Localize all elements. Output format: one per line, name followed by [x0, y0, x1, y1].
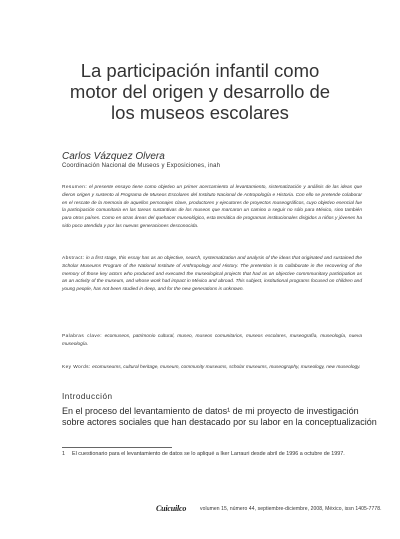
footnote-text: El cuestionario para el levantamiento de datos se lo apliqué a Iker Larrauri desde abril de 1996 a octubre de 1997.	[72, 451, 345, 457]
palabras-clave-section	[62, 333, 362, 349]
resumen-label: Resumen:	[62, 185, 88, 190]
resumen-section	[62, 184, 362, 231]
title-line-2: motor del origen y desarrollo de	[69, 81, 331, 102]
body-line-2: sobre actores sociales que han destacado por su labor en la conceptualización	[62, 417, 377, 428]
journal-citation: volumen 15, número 44, septiembre-diciembre, 2008, México, issn 1405-7778.	[200, 506, 382, 512]
section-heading-introduccion: Introducción	[62, 392, 113, 401]
resumen-text: el presente ensayo tiene como objetivo un primer acercamiento al levantamiento, sistematización y análisis de las ideas que dieron origen y sustento al Programa de Museos Escolares del Instituto Nacional de Antropología e Historia. Con ello se pretende colaborar en el rescate de la memoria de aquellos personajes clave, productores y ejecutores de proyectos museográficos, cuyo objetivo esencial fue la participación comunitaria en las tareas sustantivas de los museos que marcaron un camino a seguir no sólo para México, sino también para otros países. Como en otras áreas del quehacer museológico, esta temática de programas institucionales dirigidos a niños y jóvenes ha sido poco atendida y por las nuevas generaciones desconocida.	[62, 185, 362, 229]
footnote-number: 1	[62, 451, 65, 457]
body-line-1: En el proceso del levantamiento de datos¹ de mi proyecto de investigación	[62, 406, 359, 416]
body-paragraph	[62, 406, 377, 428]
title-line-3: los museos escolares	[111, 102, 289, 123]
palabras-clave-label: Palabras clave:	[62, 334, 103, 339]
footnote-divider	[62, 447, 172, 448]
article-title	[40, 60, 360, 123]
key-words-text: ecomuseums, cultural heritage, museum, community museums, scholar museums, museography, museology, new museology.	[92, 365, 361, 370]
author-name: Carlos Vázquez Olvera	[62, 151, 165, 162]
key-words-label: Key Words:	[62, 365, 91, 370]
key-words-section	[62, 364, 362, 372]
abstract-section	[62, 255, 362, 294]
abstract-label: Abstract:	[62, 256, 85, 261]
palabras-clave-text: ecomuseos, patrimonio cultural, museo, museos comunitarios, museos escolares, museografía, museología, nueva museología.	[62, 334, 362, 347]
title-line-1: La participación infantil como	[80, 60, 320, 81]
abstract-text: in a first stage, this essay has as an objective, search, systematization and analysis of the ideas that originated and sustained the Scholar Museums Program of the National Institute of Anthropology and History. The pretention is to collaborate in the recovering of the memory of those key actors who produced and executed the museological projects that had as an objective commmunitary participation as an an activity of the museum, and whose work had impact in México and abroad. This subject, institutional programs focused on children and young people, has not been studied in deep, and for the new generations is unknown.	[62, 256, 362, 293]
author-affiliation: Coordinación Nacional de Museos y Exposiciones, inah	[62, 163, 221, 169]
journal-logo: Cuicuilco	[156, 504, 187, 513]
